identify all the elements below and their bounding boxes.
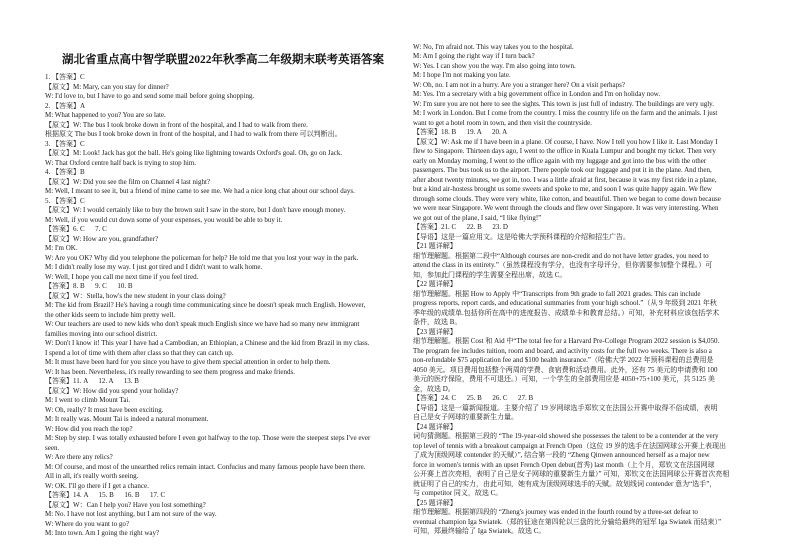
paragraph bbox=[45, 83, 401, 93]
paragraph bbox=[45, 140, 401, 150]
paragraph bbox=[45, 510, 401, 520]
text-line: 【原文】W: The bus I took broke down in front of the hospital, and I had to walk from there. bbox=[45, 120, 308, 129]
paragraph bbox=[45, 415, 401, 425]
text-line: 【导语】这是一篇应用文。这是哈佛大学预科课程的介绍和招生广告。 bbox=[413, 232, 630, 241]
text-line: I spend a lot of time with them after class so that they can catch up. bbox=[45, 348, 234, 357]
paragraph bbox=[45, 520, 401, 530]
paragraph bbox=[45, 130, 401, 140]
paragraph bbox=[45, 206, 401, 216]
text-line: 4050 美元。项目费用包括整个两周的学费、食宿费和活动费用。此外，还有 75 美元的申请费和 100 bbox=[413, 365, 718, 374]
text-line: M: Of course, and most of the unearthed relics remain intact. Confucius and many famous people have been there. bbox=[45, 462, 366, 471]
paragraph bbox=[45, 225, 401, 235]
text-line: 【答案】21. C 22. B 23. D bbox=[413, 223, 508, 231]
text-line: 3. 【答案】C bbox=[45, 139, 85, 148]
text-line: 细节理解题。根据 Cost 和 Aid 中“The total fee for a Harvard Pre-College Program 2022 session is $4,050. bbox=[413, 337, 720, 345]
text-line: seen. bbox=[45, 443, 60, 452]
paragraph bbox=[45, 111, 401, 121]
paragraph bbox=[413, 432, 763, 499]
paragraph bbox=[413, 233, 763, 243]
text-line: 美元的医疗保险，费用不可退还。）可知，一个学生的全部费用应是 4050+75+100 美元，共 5125 美 bbox=[413, 375, 715, 383]
text-line: 细节理解题。根据第四段的 “Zheng's journey was ended in the fourth round by a three-set defeat to bbox=[413, 508, 698, 516]
text-line: M: No. I have not lost anything, but I am not sure of the way. bbox=[45, 510, 217, 518]
paragraph bbox=[413, 280, 763, 290]
text-line: 【原文】W：Can I help you? Have you lost something? bbox=[45, 500, 206, 509]
paragraph bbox=[45, 263, 401, 273]
text-line: early on Monday morning, I went to the office again with my luggage and got into the bus with the other bbox=[413, 156, 707, 165]
text-line: W: How did you reach the top? bbox=[45, 424, 133, 433]
paragraph bbox=[413, 109, 763, 128]
paragraph bbox=[45, 197, 401, 207]
paragraph bbox=[413, 423, 763, 433]
text-line: M: Well, I meant to see it, but a friend of mine came to see me. We had a nice long chat about our school days. bbox=[45, 187, 355, 195]
text-line: W: Are you OK? Why did you telephone the policeman for help? He told me that you lost your way in the park. bbox=[45, 253, 359, 262]
text-line: 【原文】W: How are you, grandfather? bbox=[45, 234, 159, 243]
paragraph bbox=[413, 404, 763, 423]
paragraph bbox=[45, 491, 401, 501]
text-line: 4. 【答案】B bbox=[45, 168, 85, 176]
paragraph bbox=[45, 377, 401, 387]
text-line: 2. 【答案】A bbox=[45, 101, 86, 110]
text-line: passengers. The bus took us to the airport. There people took our luggage and put it in the plane. And then, bbox=[413, 166, 712, 174]
paragraph bbox=[45, 102, 401, 112]
text-line: W: Well, I hope you call me next time if you feel tired. bbox=[45, 272, 199, 281]
text-line: 【原文】W: Ask me if I have been in a plane. Of course, I have. Now I tell you how I like it. Last Monday I bbox=[413, 137, 718, 146]
paragraph bbox=[45, 92, 401, 102]
text-line: 条件，故选 B。 bbox=[413, 318, 462, 326]
text-line: W: Oh, really? It must have been exciting. bbox=[45, 405, 164, 414]
text-line: 细节理解题。根据第二段中“Although courses are non-credit and do not have letter grades, you need to bbox=[413, 251, 709, 260]
paragraph bbox=[45, 406, 401, 416]
text-line: 【23 题详解】 bbox=[413, 327, 457, 336]
paragraph bbox=[45, 529, 401, 539]
text-line: want to get a hotel room in town, and then visit the countryside. bbox=[413, 118, 592, 127]
paragraph bbox=[413, 62, 763, 72]
text-line: 金，故选 D。 bbox=[413, 384, 455, 393]
text-line: 【答案】14. A 15. B 16. B 17. C bbox=[45, 491, 166, 499]
text-line: 【原文】W: How did you spend your holiday? bbox=[45, 386, 179, 395]
paragraph bbox=[413, 90, 763, 100]
text-line: 【原文】M: Mary, can you stay for dinner? bbox=[45, 82, 169, 91]
text-line: 细节理解题。根据 How to Apply 中“Transcripts from 9th grade to fall 2021 grades. This can include bbox=[413, 289, 701, 298]
text-line: 根据原文 The bus I took broke down in front of the hospital, and I had to walk from there 可以判断出。 bbox=[45, 130, 342, 138]
paragraph bbox=[45, 121, 401, 131]
text-line: The program fee includes tuition, room and board, and activity costs for the full two weeks. There is also a bbox=[413, 346, 712, 355]
paragraph bbox=[413, 242, 763, 252]
text-line: progress reports, report cards, and educational summaries from your high school.”（从 9 年级到 2021 年秋 bbox=[413, 299, 717, 307]
text-line: All in all, it's really worth seeing. bbox=[45, 472, 139, 480]
text-line: W: That Oxford centre half back is trying to stop him. bbox=[45, 158, 197, 167]
paragraph bbox=[413, 52, 763, 62]
text-line: 【25 题详解】 bbox=[413, 498, 457, 507]
text-line: M: I hope I'm not making you late. bbox=[413, 71, 511, 79]
text-line: 自己是女子网球的重要新生力量。 bbox=[413, 413, 518, 421]
paragraph bbox=[45, 368, 401, 378]
text-line: 【答案】11. A 12. A 13. B bbox=[45, 377, 139, 385]
right-column bbox=[413, 43, 763, 537]
paragraph bbox=[413, 223, 763, 233]
text-line: 1. 【答案】C bbox=[45, 73, 85, 81]
paragraph bbox=[45, 425, 401, 435]
text-line: 【原文】W：Stella, how's the new student in your class doing? bbox=[45, 291, 226, 300]
paragraph bbox=[45, 358, 401, 368]
text-line: M: Step by step. I was totally exhausted before I even got halfway to the top. Those were the steepest steps I've ever bbox=[45, 434, 371, 442]
paragraph bbox=[45, 159, 401, 169]
text-line: M: Into town. Am I going the right way? bbox=[45, 529, 160, 537]
text-line: M: I'm OK. bbox=[45, 244, 78, 252]
paragraph bbox=[413, 71, 763, 81]
text-line: W: OK. I'll go there if I get a chance. bbox=[45, 481, 149, 490]
paragraph bbox=[45, 434, 401, 453]
text-line: but a kind air-hostess brought us some sweets and spoke to me, and soon I was quite happy again. We flew bbox=[413, 185, 712, 193]
paragraph bbox=[413, 328, 763, 338]
paragraph bbox=[45, 235, 401, 245]
text-line: 【答案】18. B 19. A 20. A bbox=[413, 128, 508, 136]
text-line: M: The kid from Brazil? He's having a rough time communicating since he doesn't speak much English. However, bbox=[45, 301, 366, 309]
paragraph bbox=[45, 387, 401, 397]
paragraph bbox=[413, 337, 763, 394]
text-line: W: Don't I know it! This year I have had a Cambodian, an Ethiopian, a Chinese and the kid from Brazil in my class. bbox=[45, 339, 370, 347]
text-line: 【答案】8. B 9. C 10. B bbox=[45, 282, 133, 290]
paragraph bbox=[413, 81, 763, 91]
paragraph bbox=[413, 290, 763, 328]
left-column bbox=[45, 73, 401, 539]
text-line: 【答案】24. C 25. B 26. C 27. B bbox=[413, 394, 534, 402]
text-line: M: Yes. I'm a secretary with a big government office in London and I'm on holiday now. bbox=[413, 90, 661, 98]
text-line: families moving into our school district. bbox=[45, 329, 158, 338]
paragraph bbox=[413, 252, 763, 281]
paragraph bbox=[413, 499, 763, 509]
text-line: we got out of the plane, I said, “I like flying!” bbox=[413, 213, 542, 222]
paragraph bbox=[45, 282, 401, 292]
text-line: W: I'm sure you are not here to see the sights. This town is just full of industry. The buildings are very ugly. bbox=[413, 99, 714, 108]
paragraph bbox=[413, 100, 763, 110]
paragraph bbox=[413, 43, 763, 53]
text-line: M: I went to climb Mount Tai. bbox=[45, 396, 131, 404]
text-line: 知，参加此门课程的学生需要全程出席，故选 C。 bbox=[413, 270, 567, 279]
text-line: 与 competitor 同义，故选 C。 bbox=[413, 489, 503, 497]
text-line: M: Well, if you would cut down some of your expenses, you would be able to buy it. bbox=[45, 215, 283, 224]
text-line: top level of tennis with a breakout campaign at French Open（这位 19 岁的选手在法国网球公开赛上表现出 bbox=[413, 441, 727, 450]
paragraph bbox=[413, 128, 763, 138]
text-line: 季年级的成绩单.包括你所在高中的进度报告、成绩单卡和教育总结。）可知，补充材料应该包括学术 bbox=[413, 308, 720, 317]
paragraph bbox=[45, 244, 401, 254]
text-line: M: I work in London. But I come from the country. I miss the country life on the farm and the animals. I just bbox=[413, 109, 718, 117]
text-line: 【原文】W: I would certainly like to buy the brown suit I saw in the store, but I don't have enough money. bbox=[45, 206, 346, 214]
text-line: M: What happened to you? You are so late. bbox=[45, 111, 166, 119]
text-line: 词句猜测题。根据第三段的 “The 19-year-old showed she possesses the talent to be a contender at the very bbox=[413, 432, 719, 440]
text-line: W: No, I'm afraid not. This way takes you to the hospital. bbox=[413, 42, 574, 51]
paragraph bbox=[45, 463, 401, 482]
text-line: the other kids seem to include him pretty well. bbox=[45, 310, 176, 319]
text-line: 【24 题详解】 bbox=[413, 422, 457, 431]
text-line: M: It really was. Mount Tai is indeed a natural monument. bbox=[45, 415, 209, 423]
text-line: M: It must have been hard for you since you have to give them special attention in order to help them. bbox=[45, 358, 331, 366]
document-title: 湖北省重点高中智学联盟2022年秋季高二年级期末联考英语答案 bbox=[62, 54, 384, 66]
text-line: flew to Singapore. Thirteen days ago, I went to the office in Kuala Lumpur and bought my ticket. Then very bbox=[413, 147, 716, 155]
text-line: after about twenty minutes, we got in, too. I was a little afraid at first, because it was my first ride in a plane, bbox=[413, 175, 717, 184]
paragraph bbox=[45, 149, 401, 159]
paragraph bbox=[45, 178, 401, 188]
paragraph bbox=[45, 254, 401, 264]
paragraph bbox=[45, 187, 401, 197]
text-line: 5. 【答案】C bbox=[45, 196, 85, 205]
text-line: W: I'd love to, but I have to go and send some mail before going shopping. bbox=[45, 92, 255, 100]
text-line: W: Our teachers are used to new kids who don't speak much English since we have had so many new immigrant bbox=[45, 320, 360, 328]
text-line: 【原文】W: Did you see the film on Channel 4 last night? bbox=[45, 177, 210, 186]
paragraph bbox=[45, 320, 401, 339]
text-line: 【答案】6. C 7. C bbox=[45, 225, 107, 233]
paragraph bbox=[45, 301, 401, 320]
text-line: 【导语】这是一篇新闻报道。主要介绍了 19 岁网球选手郑钦文在法国公开赛中取得不俗成绩，表明 bbox=[413, 403, 718, 412]
text-line: W: Are there any relics? bbox=[45, 453, 113, 461]
text-line: 公开赛上首次亮相，表明了自己是女子网球的重要新生力量）” 可知，郑钦文在法国网球公开赛首次亮相 bbox=[413, 470, 730, 478]
text-line: W: It has been. Nevertheless, it's really rewarding to see them progress and make friends. bbox=[45, 367, 296, 376]
text-line: through some clouds. They were very white, like cotton, and beautiful. Then we began to come down because bbox=[413, 194, 721, 203]
paragraph bbox=[45, 292, 401, 302]
paragraph bbox=[413, 508, 763, 537]
text-line: non-refundable $75 application fee and $100 health insurance.”（哈佛大学 2022 年预科课程的总费用是 bbox=[413, 356, 714, 364]
paragraph bbox=[45, 453, 401, 463]
paragraph bbox=[45, 273, 401, 283]
text-line: W: Where do you want to go? bbox=[45, 519, 129, 528]
text-line: M: Am I going the right way if I turn back? bbox=[413, 52, 535, 60]
text-line: eventual champion Iga Swiatek.（郑的征途在第四轮以三盘的比分输给最终的冠军 Iga Swiatek 而结束）” bbox=[413, 517, 722, 526]
paragraph bbox=[45, 168, 401, 178]
text-line: 了成为顶级网球 contender 的天赋）”, 结合第一段的 “Zheng Qinwen announced herself as a major new bbox=[413, 451, 710, 459]
paragraph bbox=[45, 482, 401, 492]
text-line: 【22 题详解】 bbox=[413, 280, 457, 288]
text-line: 就证明了自己的实力，由此可知，她有成为顶级网球选手的天赋。故划线词 contender 意为“选手”， bbox=[413, 479, 717, 488]
paragraph bbox=[45, 396, 401, 406]
text-line: 【原文】M: Look! Jack has got the ball. He's going like lightning towards Oxford's goal. Oh, go on Jack. bbox=[45, 149, 343, 157]
paragraph bbox=[45, 501, 401, 511]
text-line: attend the class in its entirety.”（虽然课程没有学分，也没有字母评分，但你需要参加整个课程。）可 bbox=[413, 261, 713, 269]
text-line: W: Yes. I can show you the way. I'm also going into town. bbox=[413, 61, 576, 70]
paragraph bbox=[45, 339, 401, 358]
paragraph bbox=[413, 138, 763, 224]
text-line: M: I didn't really lose my way. I just got tired and I didn't want to walk home. bbox=[45, 263, 263, 271]
paragraph bbox=[45, 216, 401, 226]
text-line: force in women's tennis with an upset French Open debut(首秀) last month（上个月，郑钦文在法国网球 bbox=[413, 460, 715, 469]
text-line: 【21 题详解】 bbox=[413, 242, 457, 250]
paragraph bbox=[413, 394, 763, 404]
text-line: W: Oh, no. I am not in a hurry. Are you a stranger here? On a visit perhaps? bbox=[413, 80, 625, 89]
text-line: we were near Singapore. We went through the clouds and flew over Singapore. It was very interesting. When bbox=[413, 204, 719, 212]
text-line: 可知，郑最终输给了 Iga Swiatek。故选 C。 bbox=[413, 527, 546, 535]
paragraph bbox=[45, 73, 401, 83]
